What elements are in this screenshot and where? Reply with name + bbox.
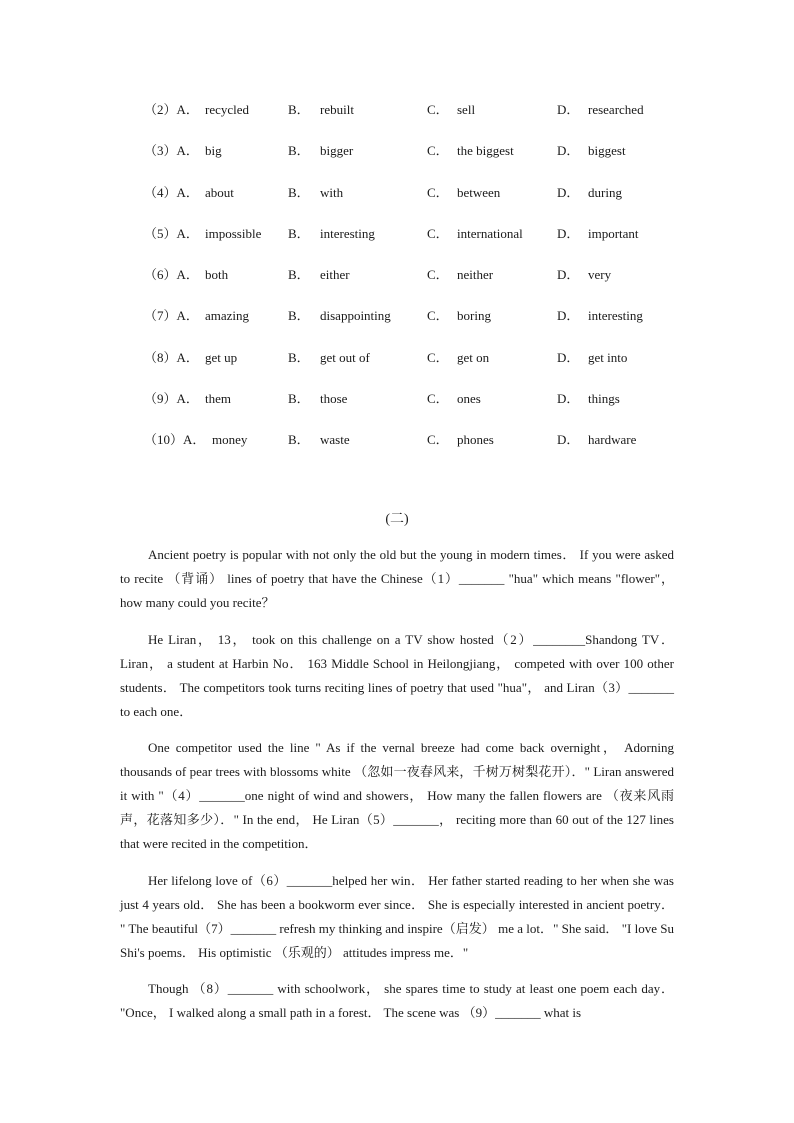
option-c: ones	[457, 391, 481, 407]
option-d-label: D．	[557, 308, 580, 324]
question-number: （8）A．	[144, 349, 199, 365]
option-row	[144, 183, 704, 224]
question-number: （4）A．	[144, 184, 199, 200]
option-row	[144, 224, 704, 265]
option-c-label: C．	[427, 349, 449, 365]
question-number: （10）A．	[144, 432, 206, 448]
question-number: （9）A．	[144, 391, 199, 407]
option-b: waste	[320, 432, 350, 448]
option-row	[144, 141, 704, 182]
option-row	[144, 100, 704, 141]
option-d-label: D．	[557, 432, 580, 448]
option-c-label: C．	[427, 432, 449, 448]
option-b: with	[320, 184, 344, 200]
option-c: international	[457, 225, 523, 241]
option-c-label: C．	[427, 267, 449, 283]
option-d: hardware	[588, 432, 637, 448]
option-row	[144, 306, 704, 347]
option-b: get out of	[320, 349, 370, 365]
option-a: amazing	[205, 308, 250, 324]
answer-options	[144, 100, 704, 472]
option-b: disappointing	[320, 308, 391, 324]
option-a: them	[205, 391, 231, 407]
option-b-label: B．	[288, 267, 310, 283]
passage-paragraph: Though （8）_______ with schoolwork， she spares time to study at least one poem each day． "Once， I walked along a small path in a forest． The scene was （9）_______ what is	[120, 981, 674, 1020]
option-a: big	[205, 143, 222, 159]
option-b: bigger	[320, 143, 354, 159]
option-d: interesting	[588, 308, 643, 324]
option-d-label: D．	[557, 267, 580, 283]
option-b-label: B．	[288, 184, 310, 200]
option-a: recycled	[205, 102, 250, 117]
section-title: (二)	[385, 512, 409, 527]
option-c-label: C．	[427, 102, 449, 117]
option-d-label: D．	[557, 184, 580, 200]
option-d-label: D．	[557, 349, 580, 365]
question-number: （2）A．	[144, 102, 199, 117]
option-c-label: C．	[427, 143, 449, 159]
reading-passage	[120, 543, 674, 1038]
option-c: boring	[457, 308, 491, 324]
option-d: biggest	[588, 143, 626, 159]
option-c: the biggest	[457, 143, 514, 159]
passage-paragraph: He Liran， 13， took on this challenge on a TV show hosted（2）________Shandong TV． Liran， a student at Harbin No． 163 Middle School in Heilongjiang， competed with over 100 other students． The competitors took turns reciting lines of poetry that used "hua"， and Liran（3）_______ to each one．	[120, 631, 674, 719]
question-number: （7）A．	[144, 308, 199, 324]
option-b: those	[320, 391, 348, 407]
option-b-label: B．	[288, 432, 310, 448]
option-d-label: D．	[557, 143, 580, 159]
option-c-label: C．	[427, 225, 449, 241]
option-row	[144, 265, 704, 306]
option-d: researched	[588, 102, 644, 117]
option-c: sell	[457, 102, 476, 117]
option-c: neither	[457, 267, 494, 283]
passage-paragraph: Her lifelong love of（6）_______helped her win． Her father started reading to her when she was just 4 years old． She has been a bookworm ever since． She is especially interested in ancient poetry． " The beautiful（7）_______ refresh my thinking and inspire（启发） me a lot．" She said． "I love Su Shi's poems． His optimistic （乐观的） attitudes impress me．"	[120, 872, 674, 960]
option-d-label: D．	[557, 225, 580, 241]
option-c-label: C．	[427, 308, 449, 324]
option-b: rebuilt	[320, 102, 354, 117]
option-a: about	[205, 184, 234, 200]
option-c: phones	[457, 432, 494, 448]
option-b: interesting	[320, 225, 375, 241]
option-a: money	[212, 432, 248, 448]
option-c-label: C．	[427, 391, 449, 407]
option-d: things	[588, 391, 620, 407]
option-d: very	[588, 267, 612, 283]
question-number: （6）A．	[144, 267, 199, 283]
option-b-label: B．	[288, 308, 310, 324]
option-d: during	[588, 184, 622, 200]
option-b-label: B．	[288, 143, 310, 159]
option-c-label: C．	[427, 184, 449, 200]
option-d: important	[588, 225, 639, 241]
option-d-label: D．	[557, 102, 580, 117]
option-b-label: B．	[288, 391, 310, 407]
option-b-label: B．	[288, 225, 310, 241]
option-b-label: B．	[288, 349, 310, 365]
option-c: get on	[457, 349, 490, 365]
question-number: （5）A．	[144, 225, 199, 241]
option-row	[144, 430, 704, 471]
option-d: get into	[588, 349, 628, 365]
passage-paragraph: Ancient poetry is popular with not only the old but the young in modern times． If you were asked to recite （背诵） lines of poetry that have the Chinese（1）_______ "hua" which means "flower"， how many could you recite？	[120, 547, 674, 610]
question-number: （3）A．	[144, 143, 199, 159]
option-row	[144, 348, 704, 389]
option-b-label: B．	[288, 102, 310, 117]
passage-paragraph: One competitor used the line " As if the vernal breeze had come back overnight， Adorning thousands of pear trees with blossoms white （忽如一夜春风来，千树万树梨花开）．" Liran answered it with "（4）_______one night of wind and showers， How many the fallen flowers are （夜来风雨声，花落知多少）．" In the end， He Liran（5）_______， reciting more than 60 out of the 127 lines that were recited in the competition．	[120, 740, 674, 851]
option-d-label: D．	[557, 391, 580, 407]
option-a: impossible	[205, 225, 262, 241]
option-b: either	[320, 267, 350, 283]
option-a: get up	[205, 349, 238, 365]
option-a: both	[205, 267, 229, 283]
option-c: between	[457, 184, 501, 200]
option-row	[144, 389, 704, 430]
